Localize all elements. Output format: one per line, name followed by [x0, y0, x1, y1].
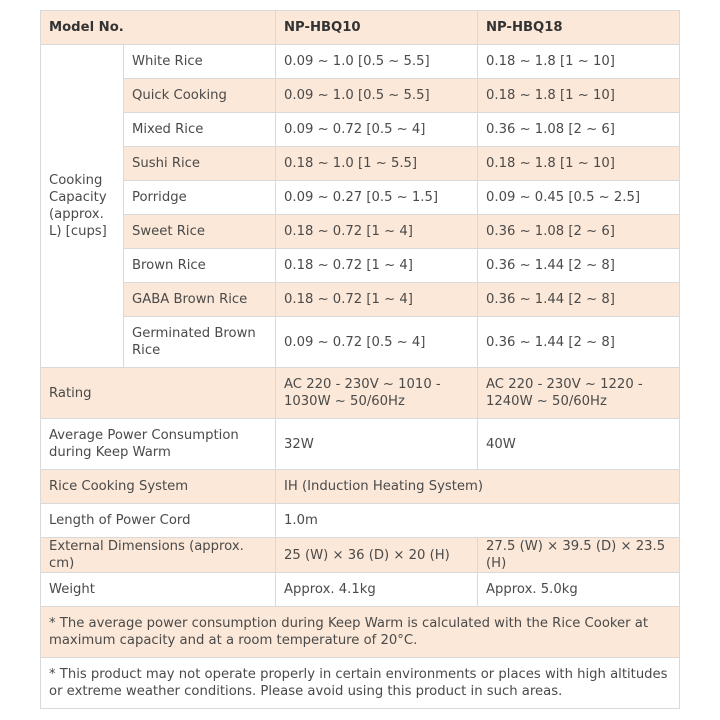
rating-row	[41, 368, 680, 419]
mode-value-a: 0.09 ~ 1.0 [0.5 ~ 5.5]	[276, 45, 478, 79]
system-value: IH (Induction Heating System)	[276, 470, 680, 504]
mode-name: Brown Rice	[124, 249, 276, 283]
weight-row	[41, 573, 680, 607]
mode-value-b: 0.36 ~ 1.08 [2 ~ 6]	[478, 215, 680, 249]
dimensions-value-b: 27.5 (W) × 39.5 (D) × 23.5 (H)	[478, 538, 680, 573]
keep-warm-value-b: 40W	[478, 419, 680, 470]
mode-name: Mixed Rice	[124, 113, 276, 147]
table-row	[41, 45, 680, 79]
table-row	[41, 249, 680, 283]
rating-value-b: AC 220 - 230V ~ 1220 - 1240W ~ 50/60Hz	[478, 368, 680, 419]
mode-value-a: 0.18 ~ 0.72 [1 ~ 4]	[276, 215, 478, 249]
mode-value-a: 0.09 ~ 0.27 [0.5 ~ 1.5]	[276, 181, 478, 215]
mode-value-b: 0.18 ~ 1.8 [1 ~ 10]	[478, 147, 680, 181]
cord-row	[41, 504, 680, 538]
weight-value-b: Approx. 5.0kg	[478, 573, 680, 607]
mode-name: Germinated Brown Rice	[124, 317, 276, 368]
mode-name: White Rice	[124, 45, 276, 79]
model-label: Model No.	[41, 11, 276, 45]
mode-value-b: 0.09 ~ 0.45 [0.5 ~ 2.5]	[478, 181, 680, 215]
table-row	[41, 79, 680, 113]
mode-value-a: 0.09 ~ 0.72 [0.5 ~ 4]	[276, 113, 478, 147]
capacity-label: Cooking Capacity (approx. L) [cups]	[41, 45, 124, 368]
mode-name: Sweet Rice	[124, 215, 276, 249]
table-row	[41, 317, 680, 368]
table-row	[41, 147, 680, 181]
dimensions-value-a: 25 (W) × 36 (D) × 20 (H)	[276, 538, 478, 573]
mode-value-b: 0.36 ~ 1.08 [2 ~ 6]	[478, 113, 680, 147]
mode-value-a: 0.18 ~ 1.0 [1 ~ 5.5]	[276, 147, 478, 181]
model-b: NP-HBQ18	[478, 11, 680, 45]
header-row	[41, 11, 680, 45]
weight-value-a: Approx. 4.1kg	[276, 573, 478, 607]
note-row	[41, 607, 680, 658]
footnote-environment: * This product may not operate properly in certain environments or places with high altitudes or extreme weather conditions. Please avoid using this product in such areas.	[41, 658, 680, 709]
note-row	[41, 658, 680, 709]
keep-warm-row	[41, 419, 680, 470]
system-label: Rice Cooking System	[41, 470, 276, 504]
mode-name: Sushi Rice	[124, 147, 276, 181]
keep-warm-value-a: 32W	[276, 419, 478, 470]
weight-label: Weight	[41, 573, 276, 607]
cord-value: 1.0m	[276, 504, 680, 538]
spec-table	[40, 10, 680, 709]
rating-value-a: AC 220 - 230V ~ 1010 - 1030W ~ 50/60Hz	[276, 368, 478, 419]
model-a: NP-HBQ10	[276, 11, 478, 45]
mode-value-b: 0.18 ~ 1.8 [1 ~ 10]	[478, 79, 680, 113]
mode-value-a: 0.18 ~ 0.72 [1 ~ 4]	[276, 249, 478, 283]
table-row	[41, 113, 680, 147]
mode-name: Quick Cooking	[124, 79, 276, 113]
mode-value-b: 0.36 ~ 1.44 [2 ~ 8]	[478, 249, 680, 283]
cord-label: Length of Power Cord	[41, 504, 276, 538]
mode-value-b: 0.36 ~ 1.44 [2 ~ 8]	[478, 283, 680, 317]
mode-value-b: 0.36 ~ 1.44 [2 ~ 8]	[478, 317, 680, 368]
mode-value-a: 0.09 ~ 1.0 [0.5 ~ 5.5]	[276, 79, 478, 113]
table-row	[41, 181, 680, 215]
dimensions-row	[41, 538, 680, 573]
mode-value-a: 0.09 ~ 0.72 [0.5 ~ 4]	[276, 317, 478, 368]
footnote-keep-warm: * The average power consumption during Keep Warm is calculated with the Rice Cooker at maximum capacity and at a room temperature of 20°C.	[41, 607, 680, 658]
mode-value-b: 0.18 ~ 1.8 [1 ~ 10]	[478, 45, 680, 79]
keep-warm-label: Average Power Consumption during Keep Warm	[41, 419, 276, 470]
table-row	[41, 283, 680, 317]
mode-name: GABA Brown Rice	[124, 283, 276, 317]
rating-label: Rating	[41, 368, 276, 419]
system-row	[41, 470, 680, 504]
table-row	[41, 215, 680, 249]
dimensions-label: External Dimensions (approx. cm)	[41, 538, 276, 573]
mode-value-a: 0.18 ~ 0.72 [1 ~ 4]	[276, 283, 478, 317]
mode-name: Porridge	[124, 181, 276, 215]
